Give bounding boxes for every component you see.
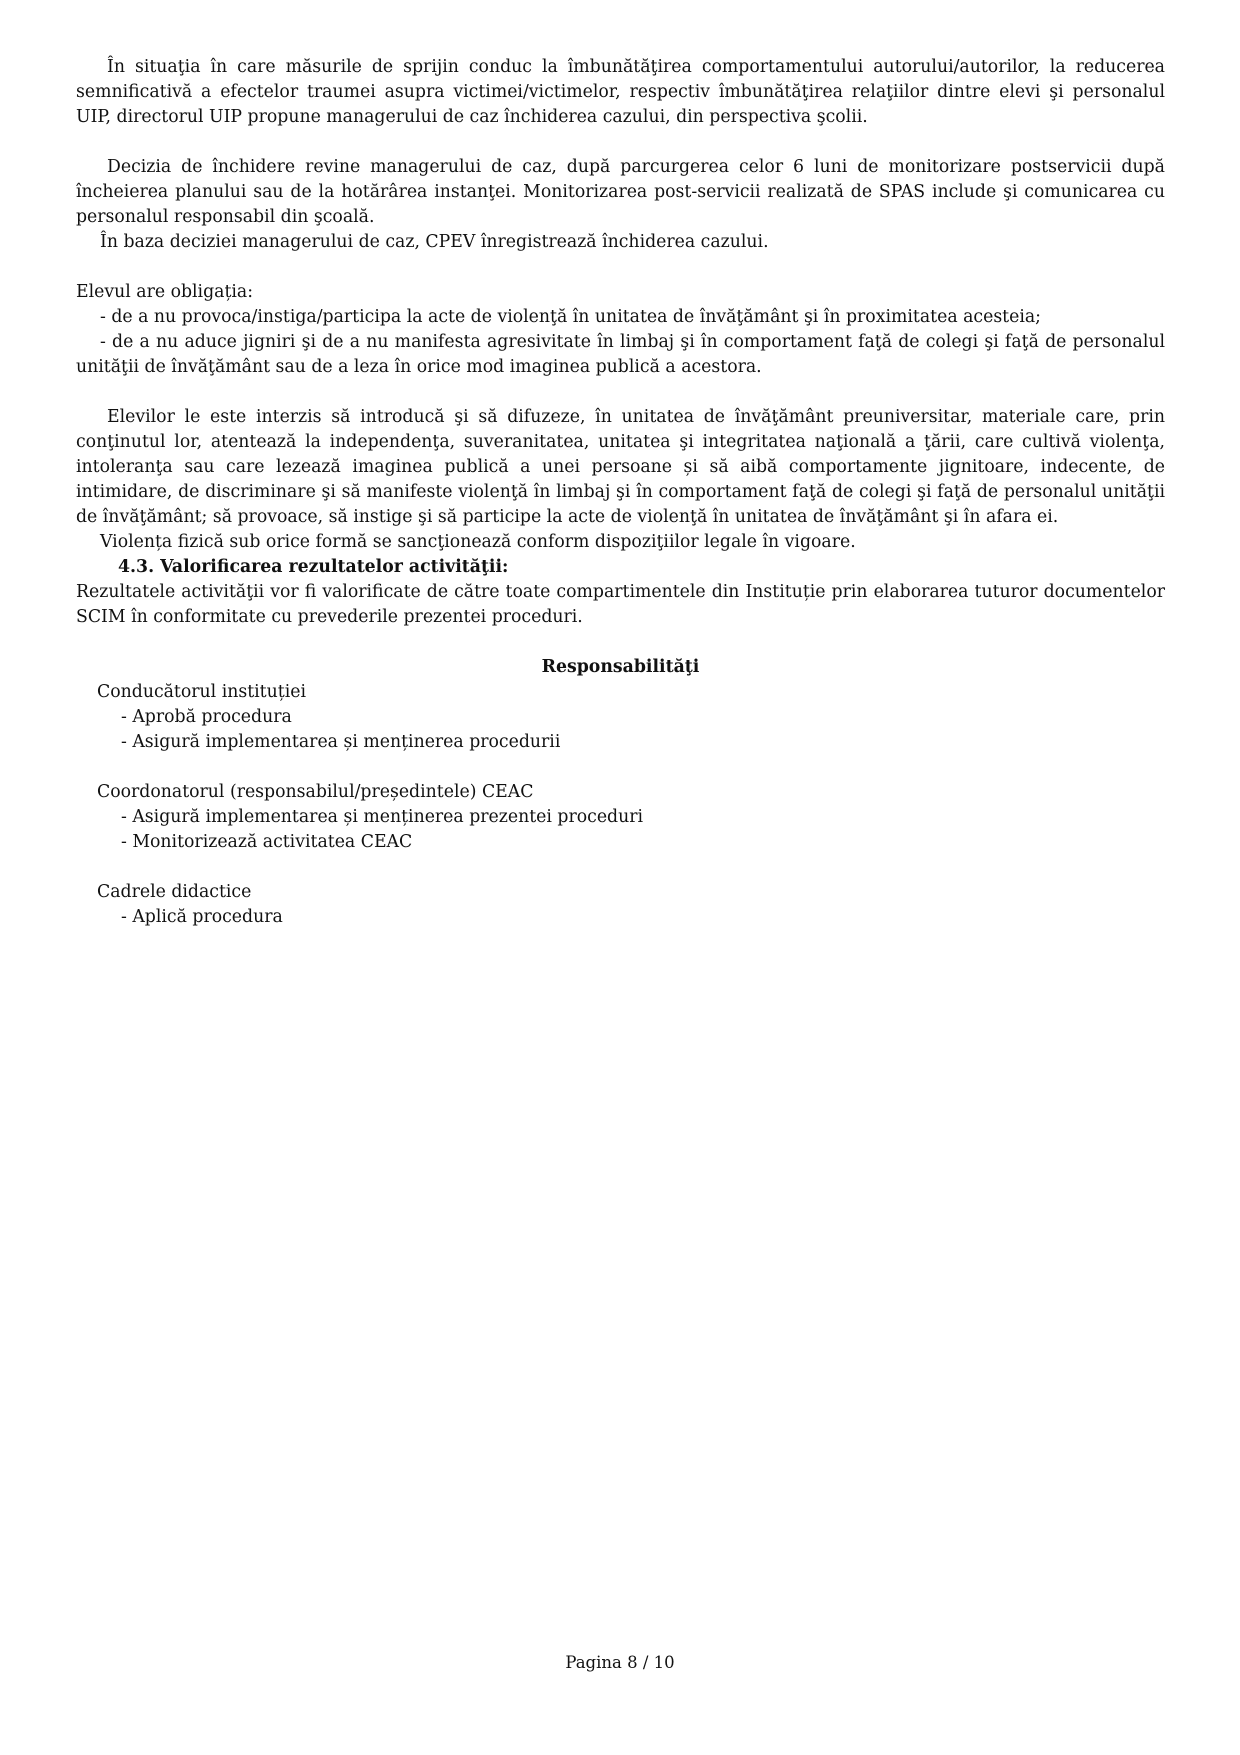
spacer (76, 130, 1165, 155)
responsibility-item: - Asigură implementarea și menținerea prezentei proceduri (121, 807, 644, 827)
paragraph-student-obligations-intro: Elevul are obligația: (76, 282, 254, 302)
spacer (76, 855, 1165, 880)
spacer (76, 630, 1165, 655)
responsibility-role: Cadrele didactice (97, 882, 252, 902)
obligation-item-no-violence: - de a nu provoca/instiga/participa la acte de violenţă în unitatea de învăţământ şi în proximitatea acesteia; (100, 307, 1042, 327)
obligation-item-no-insults: - de a nu aduce jigniri şi de a nu manifesta agresivitate în limbaj şi în comportament faţă de colegi şi faţă de personalul unităţii de învăţământ sau de a leza în orice mod imaginea publică a acestora. (76, 332, 1165, 377)
responsibility-item: - Aprobă procedura (121, 707, 292, 727)
paragraph-physical-violence-sanction: Violența fizică sub orice formă se sancţionează conform dispoziţiilor legale în vigoare. (100, 532, 856, 552)
paragraph-case-closure-proposal: În situaţia în care măsurile de sprijin conduc la îmbunătăţirea comportamentului autorului/autorilor, la reducerea semnificativă a efectelor traumei asupra victimei/victimelor, respectiv îmbunătăţirea relaţiilor dintre elevi şi personalul UIP, directorul UIP propune managerului de caz închiderea cazului, din perspectiva şcolii. (76, 57, 1165, 127)
responsibility-item: - Aplică procedura (121, 907, 283, 927)
responsibilities-title: Responsabilităţi (541, 657, 700, 677)
responsibility-item: - Monitorizează activitatea CEAC (121, 832, 413, 852)
document-page (76, 55, 1165, 930)
section-4-3-text: Rezultatele activităţii vor fi valorificate de către toate compartimentele din Instituție prin elaborarea tuturor documentelor SCIM în conformitate cu prevederile prezentei proceduri. (76, 582, 1165, 627)
page-number-footer: Pagina 8 / 10 (565, 1653, 675, 1672)
spacer (76, 380, 1165, 405)
responsibility-role: Coordonatorul (responsabilul/președintele) CEAC (97, 782, 534, 802)
responsibility-group-teachers (76, 880, 1165, 930)
paragraph-student-prohibitions: Elevilor le este interzis să introducă şi să difuzeze, în unitatea de învăţământ preuniversitar, materiale care, prin conţinutul lor, atentează la independenţa, suveranitatea, unitatea şi integritatea naţională a ţării, care cultivă violenţa, intoleranţa sau care lezează imaginea publică a unei persoane și să aibă comportamente jignitoare, indecente, de intimidare, de discriminare şi să manifeste violenţă în limbaj şi în comportament faţă de colegi şi faţă de personalul unităţii de învăţământ; să provoace, să instige şi să participe la acte de violenţă în unitatea de învăţământ şi în afara ei. (76, 407, 1165, 527)
responsibility-role: Conducătorul instituției (97, 682, 306, 702)
responsibility-group-ceac-coordinator (76, 780, 1165, 855)
responsibility-item: - Asigură implementarea și menținerea procedurii (121, 732, 561, 752)
responsibility-group-institution-head (76, 680, 1165, 755)
spacer (76, 755, 1165, 780)
section-heading-4-3: 4.3. Valorificarea rezultatelor activităţii: (118, 557, 509, 577)
paragraph-case-closure-decision: Decizia de închidere revine managerului de caz, după parcurgerea celor 6 luni de monitorizare postservicii după încheierea planului sau de la hotărârea instanţei. Monitorizarea post-servicii realizată de SPAS include şi comunicarea cu personalul responsabil din şcoală. (76, 157, 1165, 227)
spacer (76, 255, 1165, 280)
paragraph-cpev-registration: În baza deciziei managerului de caz, CPEV înregistrează închiderea cazului. (100, 232, 769, 252)
